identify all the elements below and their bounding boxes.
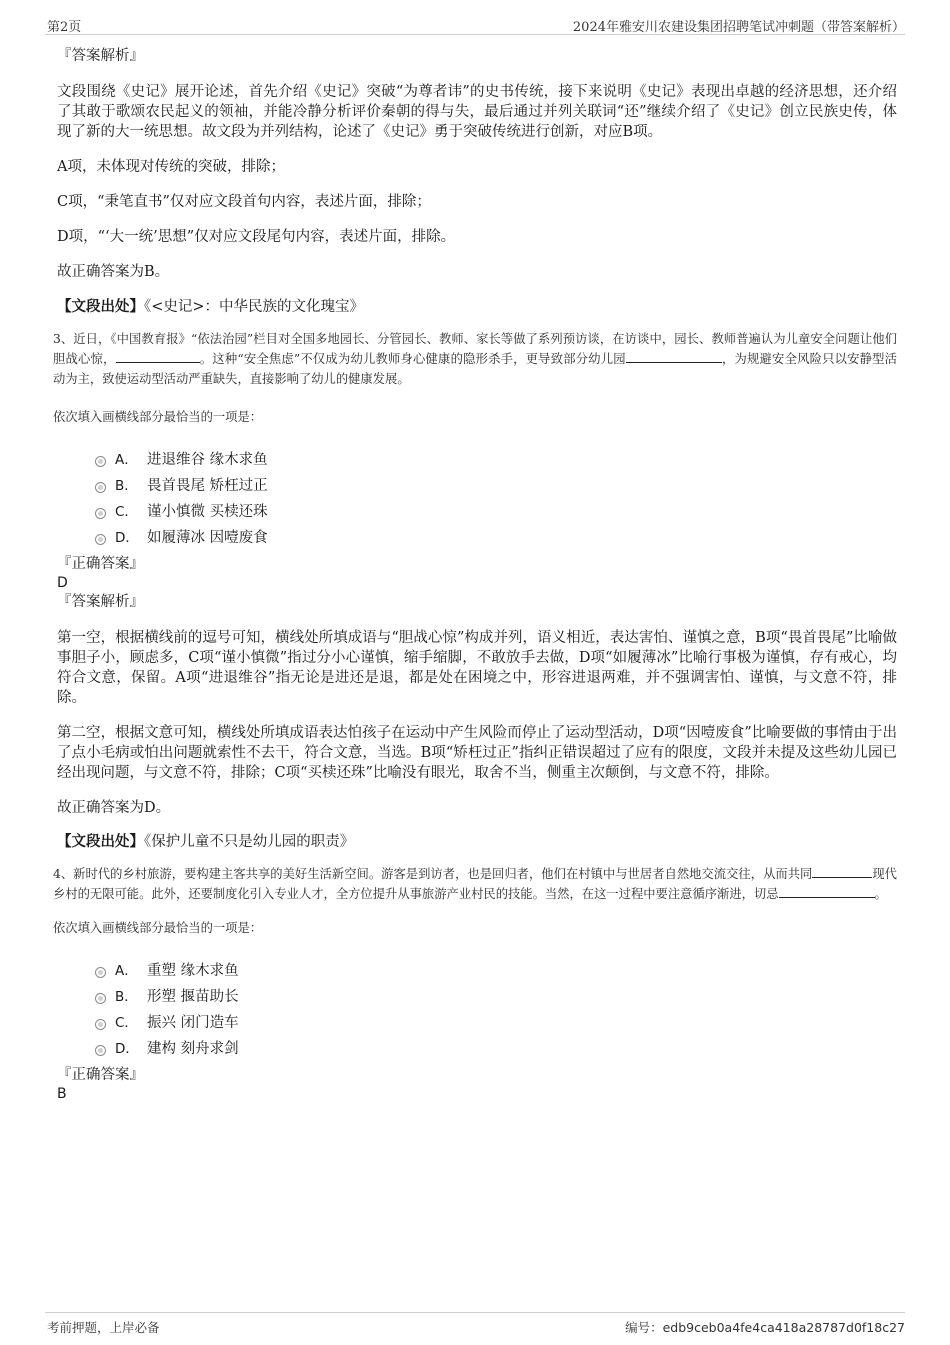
fill-blank (626, 349, 722, 363)
document-id-label: 编号： (625, 1320, 663, 1335)
option-letter: C． (115, 1015, 138, 1031)
page-footer (45, 1312, 905, 1335)
correct-answer: B (57, 1086, 67, 1102)
source-citation (57, 832, 897, 852)
radio-button[interactable] (95, 1019, 106, 1030)
question-text: 3、近日，《中国教育报》“依法治园”栏目对全国多地园长、分管园长、教师、家长等做了系列预访谈，在访谈中，园长、教师普遍认为儿童安全问题让他们胆战心惊， (53, 332, 897, 366)
question-prompt: 依次填入画横线部分最恰当的一项是： (53, 410, 263, 424)
option-text: 谨小慎微 买椟还珠 (147, 504, 268, 520)
option-b[interactable] (57, 473, 897, 499)
document-id (625, 1318, 905, 1336)
option-letter: B． (115, 989, 138, 1005)
fill-blank (116, 349, 200, 363)
option-text: 形塑 揠苗助长 (147, 989, 239, 1005)
document-id-value: edb9ceb0a4fe4ca418a28787d0f18c27 (662, 1320, 905, 1335)
option-a[interactable] (57, 958, 897, 984)
radio-button[interactable] (95, 1045, 106, 1056)
option-letter: B． (115, 478, 138, 494)
question-prompt: 依次填入画横线部分最恰当的一项是： (53, 921, 263, 935)
correct-answer: D (57, 575, 68, 591)
options-list (57, 447, 897, 551)
analysis-paragraph: D项，“‘大一统’思想”仅对应文段尾句内容，表述片面，排除。 (57, 229, 456, 245)
option-text: 畏首畏尾 矫枉过正 (147, 478, 268, 494)
radio-button[interactable] (95, 456, 106, 467)
question-text: 。这种“安全焦虑”不仅成为幼儿教师身心健康的隐形杀手，更导致部分幼儿园 (199, 352, 626, 366)
page-number: 第2页 (47, 20, 82, 35)
analysis-heading: 『答案解析』 (57, 594, 144, 610)
source-label: 【文段出处】 (57, 298, 144, 315)
page-header (45, 14, 905, 35)
option-text: 如履薄冰 因噎废食 (147, 530, 268, 546)
analysis-paragraph: C项，“秉笔直书”仅对应文段首句内容，表述片面，排除； (57, 194, 431, 210)
footer-slogan: 考前押题，上岸必备 (47, 1320, 160, 1335)
fill-blank (812, 864, 872, 878)
option-c[interactable] (57, 499, 897, 525)
question-stem (53, 329, 897, 389)
options-list (57, 958, 897, 1062)
radio-button[interactable] (95, 534, 106, 545)
radio-button[interactable] (95, 967, 106, 978)
document-title: 2024年雅安川农建设集团招聘笔试冲刺题（带答案解析） (572, 20, 905, 35)
option-b[interactable] (57, 984, 897, 1010)
document-body (53, 46, 897, 1103)
radio-button[interactable] (95, 993, 106, 1004)
question-text: 。 (874, 887, 887, 901)
option-text: 重塑 缘木求鱼 (147, 963, 239, 979)
option-d[interactable] (57, 525, 897, 551)
option-letter: A． (115, 452, 138, 468)
option-text: 进退维谷 缘木求鱼 (147, 452, 268, 468)
analysis-heading: 『答案解析』 (57, 48, 144, 64)
correct-answer-heading: 『正确答案』 (57, 556, 144, 572)
option-text: 建构 刻舟求剑 (147, 1041, 239, 1057)
option-c[interactable] (57, 1010, 897, 1036)
analysis-paragraph: 第一空，根据横线前的逗号可知，横线处所填成语与“胆战心惊”构成并列，语义相近，表达害怕、谨慎之意，B项“畏首畏尾”比喻做事胆子小，顾虑多，C项“谨小慎微”指过分小心谨慎，缩手缩脚，不敢放手去做，D项“如履薄冰”比喻行事极为谨慎，存有戒心，均符合文意，保留。A项“进退维谷”指无论是进还是退，都是处在困境之中，形容进退两难，并不强调害怕、谨慎，与文意不符，排除。 (57, 630, 897, 706)
question-text: 现代乡村的无限可能。此外，还要制度化引入专业人才，全方位提升从事旅游产业村民的技能。当然，在这一过程中要注意循序渐进，切忌 (53, 867, 897, 901)
option-d[interactable] (57, 1036, 897, 1062)
question-text: ，为规避安全风险只以安静型活动为主，致使运动型活动严重缺失，直接影响了幼儿的健康发展。 (53, 352, 897, 386)
option-letter: D． (115, 530, 139, 546)
option-letter: C． (115, 504, 138, 520)
analysis-paragraph: 文段围绕《史记》展开论述，首先介绍《史记》突破“为尊者讳”的史书传统，接下来说明《史记》表现出卓越的经济思想，还介绍了其敢于歌颂农民起义的领袖，并能冷静分析评价秦朝的得与失，最后通过并列关联词“还”继续介绍了《史记》创立民族史传，体现了新的大一统思想。故文段为并列结构，论述了《史记》勇于突破传统进行创新，对应B项。 (57, 84, 897, 140)
option-letter: D． (115, 1041, 139, 1057)
question-text: 4、新时代的乡村旅游，要构建主客共享的美好生活新空间。游客是到访者，也是回归者，他们在村镇中与世居者自然地交流交往，从而共同 (53, 867, 813, 881)
answer-conclusion: 故正确答案为D。 (57, 800, 171, 816)
fill-blank (779, 884, 875, 898)
radio-button[interactable] (95, 482, 106, 493)
source-title: 《保护儿童不只是幼儿园的职责》 (144, 834, 355, 850)
analysis-paragraph: 第二空，根据文意可知，横线处所填成语表达怕孩子在运动中产生风险而停止了运动型活动，D项“因噎废食”比喻要做的事情由于出了点小毛病或怕出问题就索性不去干，符合文意，当选。B项“矫枉过正”指纠正错误超过了应有的限度，文段并未提及这些幼儿园已经出现问题，与文意不符，排除；C项“买椟还珠”比喻没有眼光，取舍不当，侧重主次颠倒，与文意不符，排除。 (57, 725, 897, 781)
source-citation (57, 297, 897, 317)
correct-answer-heading: 『正确答案』 (57, 1067, 144, 1083)
source-title: 《<史记>：中华民族的文化瑰宝》 (144, 299, 365, 315)
analysis-paragraph: A项，未体现对传统的突破，排除； (57, 159, 285, 175)
option-text: 振兴 闭门造车 (147, 1015, 239, 1031)
answer-conclusion: 故正确答案为B。 (57, 264, 170, 280)
question-stem (53, 864, 897, 904)
option-letter: A． (115, 963, 138, 979)
source-label: 【文段出处】 (57, 833, 144, 850)
option-a[interactable] (57, 447, 897, 473)
radio-button[interactable] (95, 508, 106, 519)
